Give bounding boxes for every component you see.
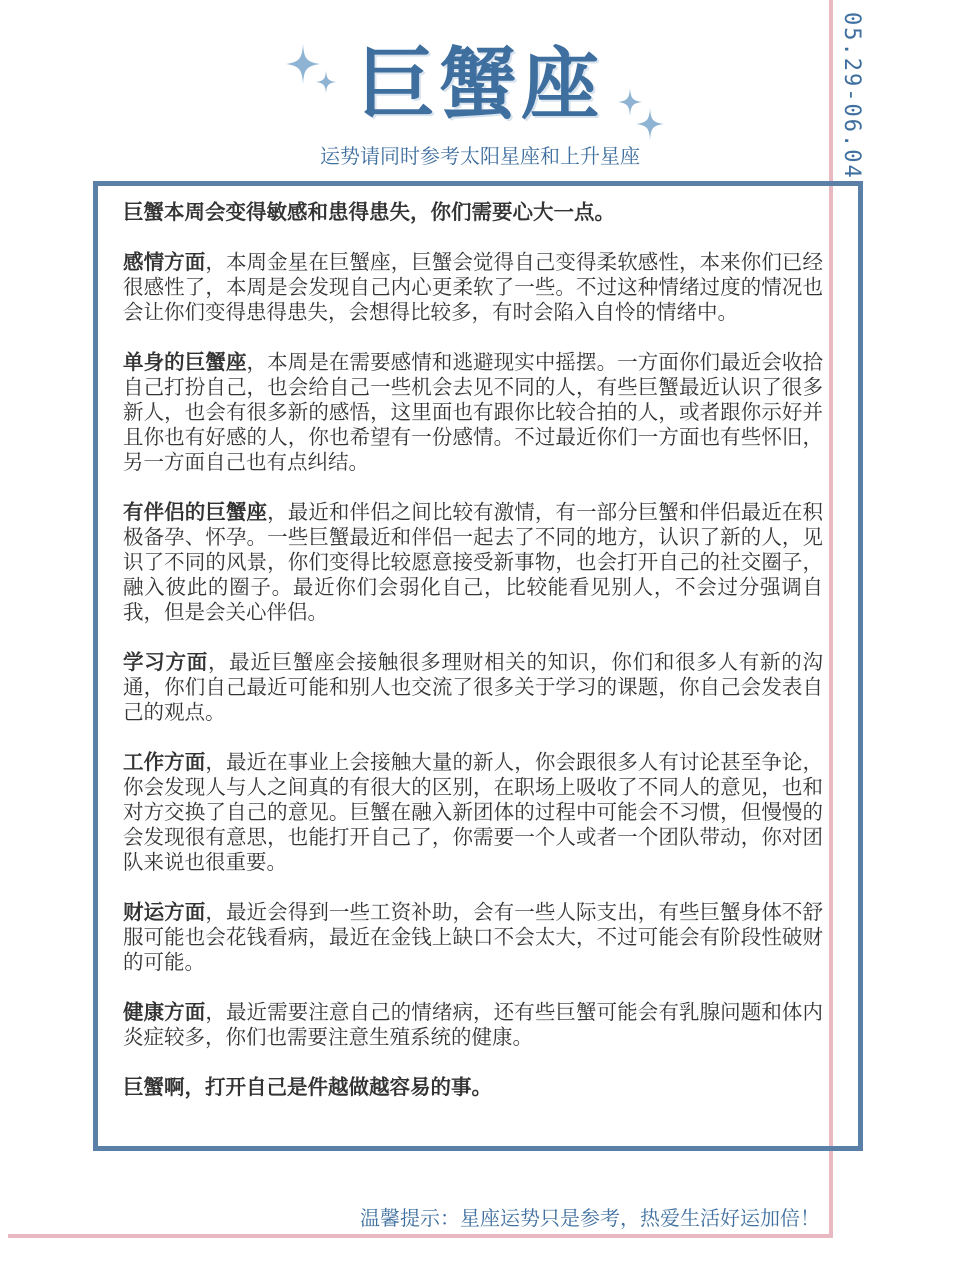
sparkle-star-icon — [316, 70, 336, 94]
page-subtitle: 运势请同时参考太阳星座和上升星座 — [320, 144, 640, 168]
paragraph-body: ，最近在事业上会接触大量的新人，你会跟很多人有讨论甚至争论，你会发现人与人之间真的有很大的区别，在职场上吸收了不同人的意见，也和对方交换了自己的意见。巨蟹在融入新团体的过程中可能会不习惯，但慢慢的会发现很有意思，也能打开自己了，你需要一个人或者一个团队带动，你对团队来说也很重要。 — [123, 750, 824, 874]
paragraph-closing — [123, 1075, 823, 1100]
paragraph-summary — [123, 200, 823, 225]
paragraph-body: ，本周是在需要感情和逃避现实中摇摆。一方面你们最近会收拾自己打扮自己，也会给自己一些机会去见不同的人，有些巨蟹最近认识了很多新人，也会有很多新的感悟，这里面也有跟你比较合拍的人，或者跟你示好并且你也有好感的人，你也希望有一份感情。不过最近你们一方面也有些怀旧，另一方面自己也有点纠结。 — [123, 350, 823, 474]
paragraph-lead: 学习方面 — [123, 650, 208, 674]
paragraph-lead: 巨蟹啊，打开自己是件越做越容易的事。 — [123, 1075, 492, 1099]
paragraph-body: ，本周金星在巨蟹座，巨蟹会觉得自己变得柔软感性，本来你们已经很感性了，本周是会发现自己内心更柔软了一些。不过这种情绪过度的情况也会让你们变得患得患失，会想得比较多，有时会陷入自怜的情绪中。 — [123, 250, 824, 324]
paragraph-lead: 有伴侣的巨蟹座 — [123, 500, 268, 524]
sparkle-star-icon — [636, 108, 664, 140]
paragraph-love — [123, 250, 823, 325]
paragraph-wealth — [123, 900, 823, 975]
date-range: 05.29-06.04 — [839, 12, 864, 180]
paragraph-body: ，最近巨蟹座会接触很多理财相关的知识，你们和很多人有新的沟通，你们自己最近可能和别人也交流了很多关于学习的课题，你自己会发表自己的观点。 — [123, 650, 823, 724]
paragraph-partnered — [123, 500, 823, 625]
horoscope-text — [123, 200, 823, 1100]
paragraph-lead: 感情方面 — [123, 250, 206, 274]
sparkle-star-icon — [286, 44, 320, 84]
paragraph-single — [123, 350, 823, 475]
paragraph-lead: 工作方面 — [123, 750, 206, 774]
paragraph-lead: 财运方面 — [123, 900, 206, 924]
page-title: 巨蟹座 — [356, 40, 603, 130]
paragraph-work — [123, 750, 823, 875]
paragraph-lead: 单身的巨蟹座 — [123, 350, 247, 374]
pink-horizontal-rule — [8, 1234, 833, 1238]
paragraph-body: ，最近和伴侣之间比较有激情，有一部分巨蟹和伴侣最近在积极备孕、怀孕。一些巨蟹最近和伴侣一起去了不同的地方，认识了新的人，见识了不同的风景，你们变得比较愿意接受新事物，也会打开自己的社交圈子，融入彼此的圈子。最近你们会弱化自己，比较能看见别人，不会过分强调自我，但是会关心伴侣。 — [123, 500, 824, 624]
paragraph-lead: 健康方面 — [123, 1000, 206, 1024]
horoscope-content-box — [93, 181, 863, 1151]
paragraph-lead: 巨蟹本周会变得敏感和患得患失，你们需要心大一点。 — [123, 200, 615, 224]
footer-tip: 温馨提示：星座运势只是参考，热爱生活好运加倍！ — [360, 1206, 820, 1230]
paragraph-study — [123, 650, 823, 725]
paragraph-body: ，最近需要注意自己的情绪病，还有些巨蟹可能会有乳腺问题和体内炎症较多，你们也需要注意生殖系统的健康。 — [123, 1000, 824, 1049]
paragraph-body: ，最近会得到一些工资补助，会有一些人际支出，有些巨蟹身体不舒服可能也会花钱看病，最近在金钱上缺口不会太大，不过可能会有阶段性破财的可能。 — [123, 900, 824, 974]
paragraph-health — [123, 1000, 823, 1050]
